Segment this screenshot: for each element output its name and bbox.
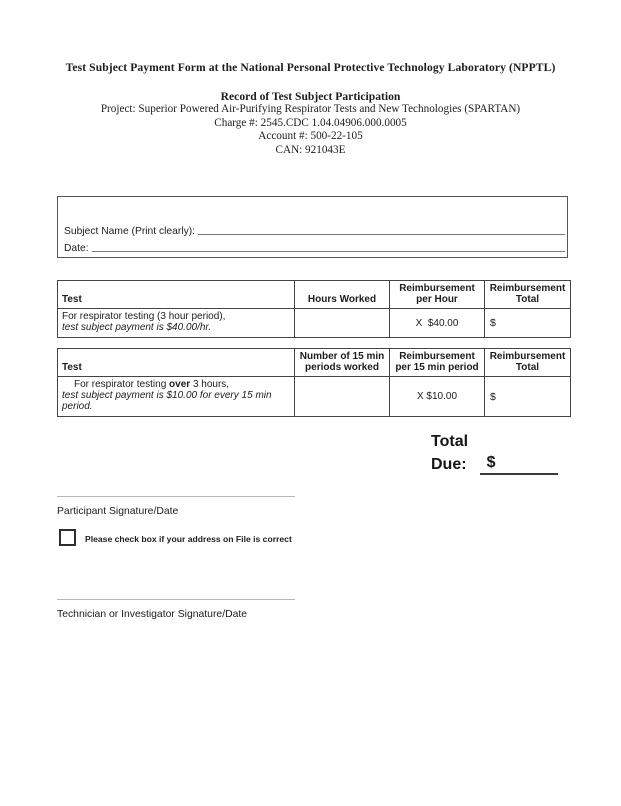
address-checkbox-label: Please check box if your address on File is correct bbox=[85, 534, 292, 544]
account-number-line: Account #: 500-22-105 bbox=[258, 130, 363, 143]
col-header-reimbursement-per-period: Reimbursement per 15 min period bbox=[390, 349, 485, 377]
can-number-line: CAN: 921043E bbox=[275, 143, 346, 156]
date-row bbox=[64, 243, 565, 254]
date-input-line[interactable] bbox=[92, 248, 565, 252]
reimbursement-total-cell[interactable]: $ bbox=[485, 309, 571, 338]
subject-name-row bbox=[64, 226, 565, 237]
overtime-rate-table bbox=[57, 348, 571, 417]
charge-number-line: Charge #: 2545.CDC 1.04.04906.000.0005 bbox=[214, 116, 407, 129]
form-subtitle: Record of Test Subject Participation bbox=[220, 90, 401, 103]
table-header-row bbox=[58, 349, 571, 377]
test-description-italic: test subject payment is $10.00 for every 15 min period. bbox=[62, 390, 272, 412]
hourly-rate-cell: X $40.00 bbox=[390, 309, 485, 338]
over-emphasis: over bbox=[169, 379, 191, 390]
total-due-label-line1: Total bbox=[431, 433, 469, 450]
test-description-text: For respirator testing over 3 hours, bbox=[74, 379, 230, 390]
subject-info-box bbox=[57, 196, 568, 258]
test-description-cell bbox=[58, 309, 295, 338]
dollar-sign: $ bbox=[486, 454, 496, 471]
test-description-cell bbox=[58, 377, 295, 417]
technician-signature-line[interactable] bbox=[57, 599, 295, 600]
hourly-rate-table bbox=[57, 280, 571, 338]
total-due-row bbox=[431, 452, 558, 475]
col-header-hours-worked: Hours Worked bbox=[295, 281, 390, 309]
form-header bbox=[0, 61, 621, 157]
col-header-periods-worked: Number of 15 min periods worked bbox=[295, 349, 390, 377]
col-header-reimbursement-total: Reimbursement Total bbox=[485, 281, 571, 309]
col-header-test: Test bbox=[58, 281, 295, 309]
hours-worked-input-cell[interactable] bbox=[295, 309, 390, 338]
table-row bbox=[58, 309, 571, 338]
table-row bbox=[58, 377, 571, 417]
technician-signature-label: Technician or Investigator Signature/Date bbox=[57, 609, 248, 620]
total-due-amount-line[interactable] bbox=[480, 452, 558, 475]
reimbursement-total-cell[interactable]: $ bbox=[485, 377, 571, 417]
subject-name-label: Subject Name (Print clearly): bbox=[64, 226, 196, 237]
project-line: Project: Superior Powered Air-Purifying Respirator Tests and New Technologies (SPARTAN) bbox=[100, 103, 521, 116]
period-rate-cell: X $10.00 bbox=[390, 377, 485, 417]
col-header-reimbursement-per-hour: Reimbursement per Hour bbox=[390, 281, 485, 309]
periods-worked-input-cell[interactable] bbox=[295, 377, 390, 417]
test-description-text: For respirator testing (3 hour period), bbox=[62, 311, 226, 322]
table-header-row bbox=[58, 281, 571, 309]
total-due-label-line2: Due: bbox=[431, 456, 467, 473]
col-header-reimbursement-total: Reimbursement Total bbox=[485, 349, 571, 377]
date-label: Date: bbox=[64, 243, 89, 254]
test-description-italic: test subject payment is $40.00/hr. bbox=[62, 322, 212, 333]
participant-signature-line[interactable] bbox=[57, 496, 295, 497]
page-title: Test Subject Payment Form at the National Personal Protective Technology Laboratory (NPPTL) bbox=[65, 61, 556, 74]
participant-signature-label: Participant Signature/Date bbox=[57, 506, 179, 517]
col-header-test: Test bbox=[58, 349, 295, 377]
total-due-block bbox=[431, 431, 558, 475]
subject-name-input-line[interactable] bbox=[198, 231, 565, 235]
address-correct-checkbox[interactable] bbox=[59, 529, 76, 546]
